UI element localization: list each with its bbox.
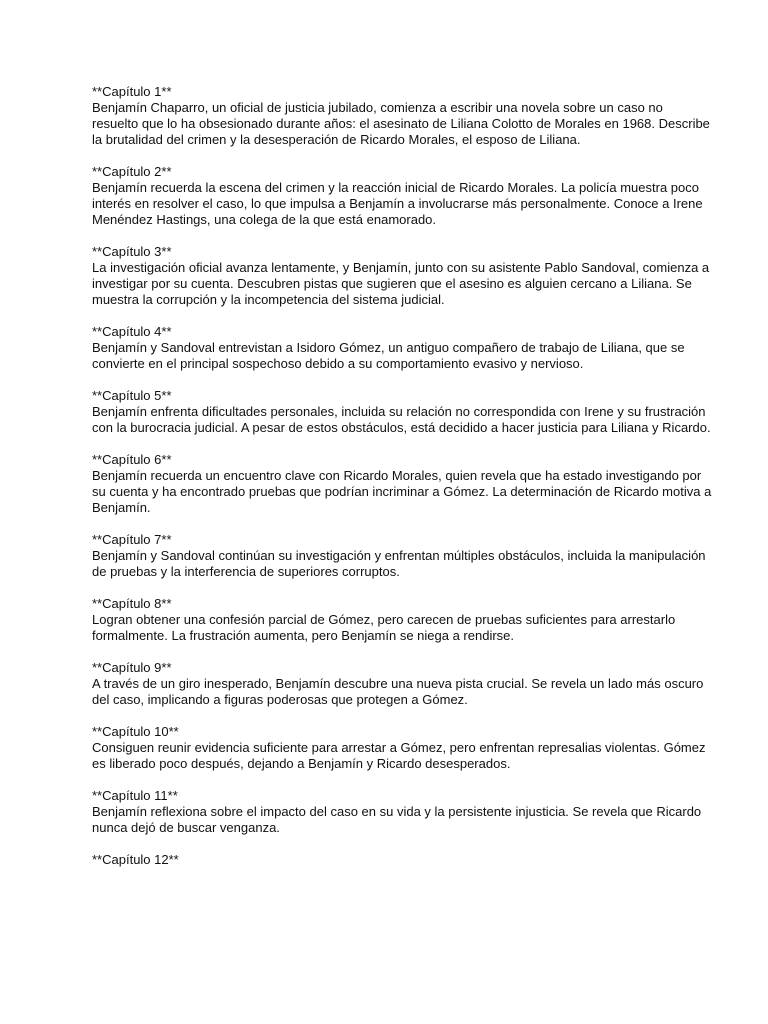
document-page <box>92 84 712 884</box>
chapter-heading: **Capítulo 3** <box>92 244 172 259</box>
chapter-heading: **Capítulo 6** <box>92 452 172 467</box>
chapter-heading: **Capítulo 12** <box>92 852 179 867</box>
chapter-5 <box>92 388 712 436</box>
chapter-summary: La investigación oficial avanza lentamente, y Benjamín, junto con su asistente Pablo Sandoval, comienza a investigar por su cuenta. Descubren pistas que sugieren que el asesino es alguien cercano a Liliana. Se muestra la corrupción y la incompetencia del sistema judicial. <box>92 260 710 307</box>
chapter-11 <box>92 788 712 836</box>
chapter-3 <box>92 244 712 308</box>
chapter-9 <box>92 660 712 708</box>
chapter-heading: **Capítulo 9** <box>92 660 172 675</box>
chapter-summary: Benjamín y Sandoval continúan su investigación y enfrentan múltiples obstáculos, incluida la manipulación de pruebas y la interferencia de superiores corruptos. <box>92 548 706 579</box>
chapter-12 <box>92 852 712 868</box>
chapter-heading: **Capítulo 2** <box>92 164 172 179</box>
chapter-7 <box>92 532 712 580</box>
chapter-heading: **Capítulo 10** <box>92 724 179 739</box>
chapter-4 <box>92 324 712 372</box>
chapter-heading: **Capítulo 8** <box>92 596 172 611</box>
chapter-summary: Benjamín recuerda la escena del crimen y la reacción inicial de Ricardo Morales. La policía muestra poco interés en resolver el caso, lo que impulsa a Benjamín a involucrarse más personalmente. Conoce a Irene Menéndez Hastings, una colega de la que está enamorado. <box>92 180 703 227</box>
chapter-1 <box>92 84 712 148</box>
chapter-8 <box>92 596 712 644</box>
chapter-summary: Logran obtener una confesión parcial de Gómez, pero carecen de pruebas suficientes para arrestarlo formalmente. La frustración aumenta, pero Benjamín se niega a rendirse. <box>92 612 676 643</box>
chapter-summary: Benjamín enfrenta dificultades personales, incluida su relación no correspondida con Irene y su frustración con la burocracia judicial. A pesar de estos obstáculos, está decidido a hacer justicia para Liliana y Ricardo. <box>92 404 711 435</box>
chapter-summary: A través de un giro inesperado, Benjamín descubre una nueva pista crucial. Se revela un lado más oscuro del caso, implicando a figuras poderosas que protegen a Gómez. <box>92 676 704 707</box>
chapter-heading: **Capítulo 7** <box>92 532 172 547</box>
chapter-10 <box>92 724 712 772</box>
chapter-heading: **Capítulo 1** <box>92 84 172 99</box>
chapter-heading: **Capítulo 11** <box>92 788 178 803</box>
chapter-heading: **Capítulo 4** <box>92 324 172 339</box>
chapter-summary: Consiguen reunir evidencia suficiente para arrestar a Gómez, pero enfrentan represalias violentas. Gómez es liberado poco después, dejando a Benjamín y Ricardo desesperados. <box>92 740 706 771</box>
chapter-heading: **Capítulo 5** <box>92 388 172 403</box>
chapter-summary: Benjamín recuerda un encuentro clave con Ricardo Morales, quien revela que ha estado investigando por su cuenta y ha encontrado pruebas que podrían incriminar a Gómez. La determinación de Ricardo motiva a Benjamín. <box>92 468 712 515</box>
chapter-summary: Benjamín Chaparro, un oficial de justicia jubilado, comienza a escribir una novela sobre un caso no resuelto que lo ha obsesionado durante años: el asesinato de Liliana Colotto de Morales en 1968. Describe la brutalidad del crimen y la desesperación de Ricardo Morales, el esposo de Liliana. <box>92 100 710 147</box>
chapter-2 <box>92 164 712 228</box>
chapter-6 <box>92 452 712 516</box>
chapter-summary: Benjamín y Sandoval entrevistan a Isidoro Gómez, un antiguo compañero de trabajo de Liliana, que se convierte en el principal sospechoso debido a su comportamiento evasivo y nervioso. <box>92 340 685 371</box>
chapter-summary: Benjamín reflexiona sobre el impacto del caso en su vida y la persistente injusticia. Se revela que Ricardo nunca dejó de buscar venganza. <box>92 804 702 835</box>
